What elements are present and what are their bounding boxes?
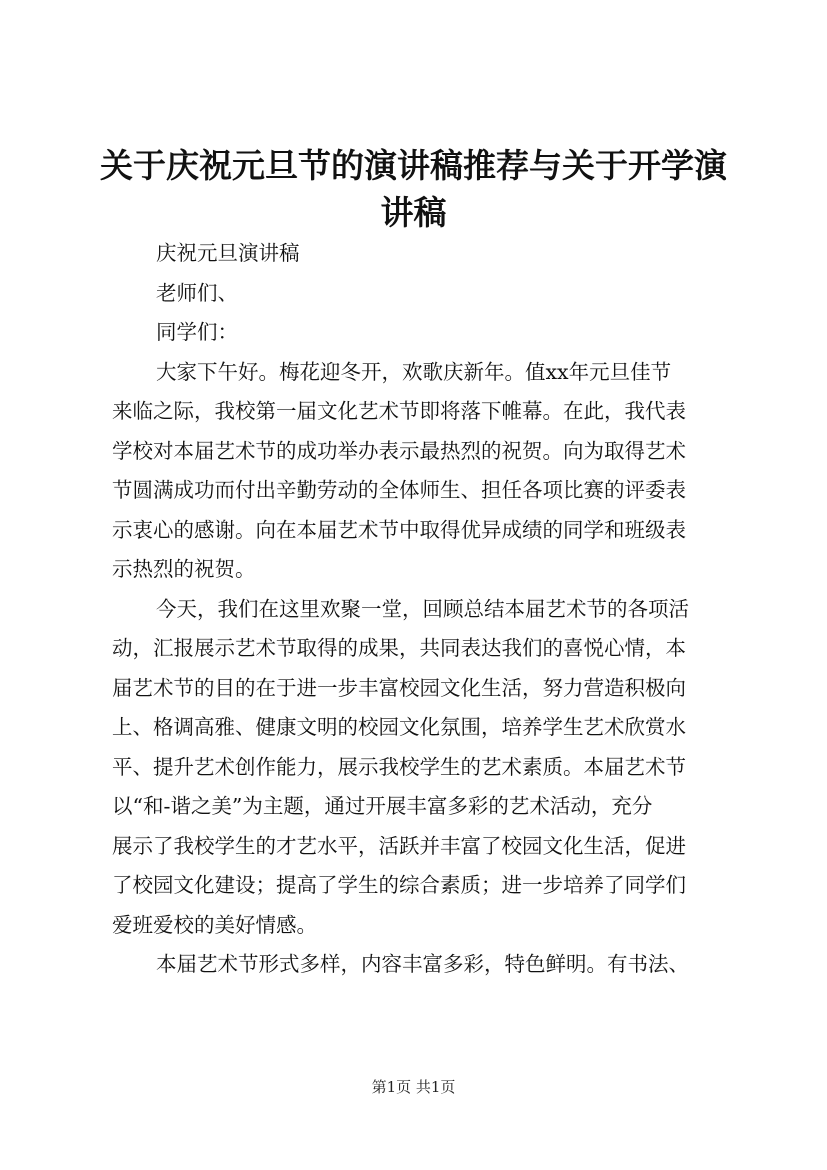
document-title: 关于庆祝元旦节的演讲稿推荐与关于开学演讲稿 [100,146,727,232]
body-line: 示衷心的感谢。向在本届艺术节中取得优异成绩的同学和班级表 [112,517,686,542]
document-body [112,234,732,985]
body-line: 动，汇报展示艺术节取得的成果，共同表达我们的喜悦心情，本 [112,636,686,660]
body-line: 今天，我们在这里欢聚一堂，回顾总结本届艺术节的各项活 [156,596,689,621]
body-line: 以“和-谐之美”为主题，通过开展丰富多彩的艺术活动，充分 [112,794,653,818]
body-line: 学校对本届艺术节的成功举办表示最热烈的祝贺。向为取得艺术 [112,438,686,463]
body-line: 示热烈的祝贺。 [112,557,256,581]
body-line: 平、提升艺术创作能力，展示我校学生的艺术素质。本届艺术节 [112,754,686,779]
body-line: 本届艺术节形式多样，内容丰富多彩，特色鲜明。有书法、 [156,952,689,976]
body-line: 来临之际，我校第一届文化艺术节即将落下帷幕。在此，我代表 [112,399,686,423]
body-line: 爱班爱校的美好情感。 [112,912,317,937]
body-line: 大家下午好。梅花迎冬开，欢歌庆新年。值xx年元旦佳节 [156,359,672,384]
page-footer: 第1页 共1页 [371,1078,456,1096]
body-line: 庆祝元旦演讲稿 [156,241,300,265]
body-line: 老师们、 [156,280,238,305]
body-line: 了校园文化建设；提高了学生的综合素质；进一步培养了同学们 [112,873,686,897]
body-line: 上、格调高雅、健康文明的校园文化氛围，培养学生艺术欣赏水 [112,715,686,739]
body-line: 展示了我校学生的才艺水平，活跃并丰富了校园文化生活，促进 [112,833,686,858]
body-line: 届艺术节的目的在于进一步丰富校园文化生活，努力营造积极向 [112,675,686,700]
body-line: 节圆满成功而付出辛勤劳动的全体师生、担任各项比赛的评委表 [112,478,686,502]
body-line: 同学们： [156,320,238,344]
